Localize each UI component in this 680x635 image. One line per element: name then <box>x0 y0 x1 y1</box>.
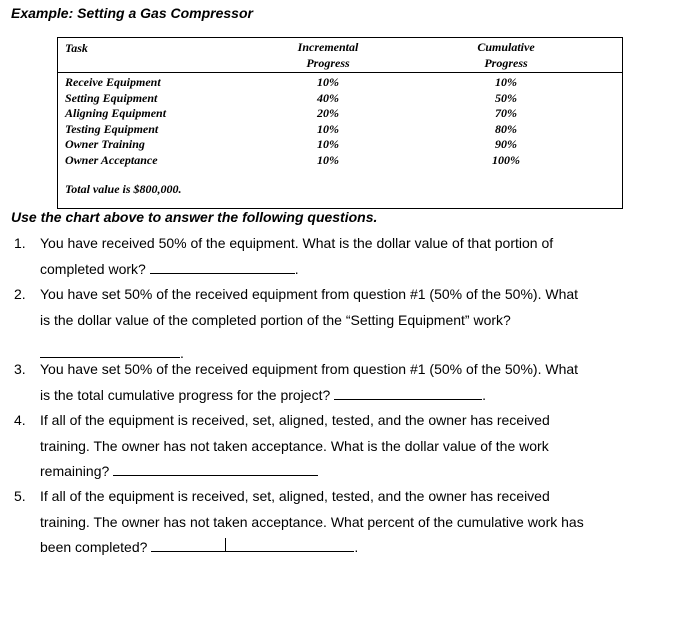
question-number: 1. <box>14 235 26 251</box>
question-4 <box>14 408 624 485</box>
instructions-heading: Use the chart above to answer the following questions. <box>11 209 378 225</box>
document-title: Example: Setting a Gas Compressor <box>11 5 253 21</box>
task-cell: Owner Acceptance <box>65 152 158 167</box>
answer-blank[interactable] <box>40 343 180 358</box>
question-number: 4. <box>14 412 26 428</box>
question-text-line: remaining? <box>40 463 110 479</box>
table-row <box>58 91 622 107</box>
header-task: Task <box>65 41 88 55</box>
table-row <box>58 122 622 138</box>
incremental-cell: 10% <box>317 137 339 151</box>
incremental-cell: 10% <box>317 75 339 89</box>
header-cumulative: Cumulative Progress <box>477 40 535 70</box>
question-number: 2. <box>14 286 26 302</box>
table-row <box>58 106 622 122</box>
question-1: 1. You have received 50% of the equipment. What is the dollar value of that portion of completed work? . <box>14 231 624 282</box>
question-number: 3. <box>14 361 26 377</box>
question-5: 5. If all of the equipment is received, set, aligned, tested, and the owner has received training. The owner has not taken acceptance. What percent of the cumulative work has been completed? . <box>14 484 624 561</box>
table-row <box>58 137 622 153</box>
question-text-line: You have set 50% of the received equipment from question #1 (50% of the 50%). What <box>40 361 579 377</box>
cumulative-cell: 90% <box>495 137 517 151</box>
progress-table <box>57 37 623 209</box>
cumulative-cell: 50% <box>495 90 517 105</box>
cumulative-cell: 70% <box>495 106 517 120</box>
answer-blank[interactable] <box>334 385 482 400</box>
total-value: Total value is $800,000. <box>65 182 182 196</box>
cumulative-cell: 100% <box>492 152 520 167</box>
task-cell: Setting Equipment <box>65 90 158 105</box>
answer-blank-continued[interactable] <box>226 537 354 552</box>
question-text-line: is the dollar value of the completed portion of the “Setting Equipment” work? <box>40 311 511 328</box>
question-text-line: training. The owner has not taken acceptance. What is the dollar value of the work <box>40 437 549 454</box>
answer-blank[interactable] <box>113 461 318 476</box>
question-text-line: been completed? <box>40 539 148 555</box>
cumulative-cell: 80% <box>495 121 517 136</box>
question-text-line: completed work? <box>40 260 146 277</box>
question-text-line: If all of the equipment is received, set, aligned, tested, and the owner has received <box>40 488 550 504</box>
incremental-cell: 40% <box>317 90 339 105</box>
header-incremental: Incremental Progress <box>297 40 359 70</box>
task-cell: Aligning Equipment <box>65 106 167 120</box>
answer-blank[interactable] <box>150 259 295 274</box>
question-3: 3. You have set 50% of the received equipment from question #1 (50% of the 50%). What is the total cumulative progress for the project? . <box>14 357 624 408</box>
task-cell: Owner Training <box>65 137 145 151</box>
question-text-line: is the total cumulative progress for the project? <box>40 386 331 403</box>
incremental-cell: 10% <box>317 152 339 167</box>
answer-blank[interactable] <box>151 537 225 552</box>
header-divider <box>58 72 622 73</box>
task-cell: Testing Equipment <box>65 121 159 136</box>
question-number: 5. <box>14 488 26 504</box>
question-2: 2. You have set 50% of the received equipment from question #1 (50% of the 50%). What is the dollar value of the completed portion of the “Setting Equipment” work? . <box>14 282 624 367</box>
cumulative-cell: 10% <box>495 75 517 89</box>
question-text-line: If all of the equipment is received, set, aligned, tested, and the owner has received <box>40 412 550 428</box>
incremental-cell: 10% <box>317 121 339 136</box>
task-cell: Receive Equipment <box>65 75 161 89</box>
question-text-line: You have received 50% of the equipment. What is the dollar value of that portion of <box>40 235 554 251</box>
table-row <box>58 153 622 169</box>
table-row <box>58 75 622 91</box>
question-text-line: You have set 50% of the received equipment from question #1 (50% of the 50%). What <box>40 286 579 302</box>
question-text-line: training. The owner has not taken acceptance. What percent of the cumulative work has <box>40 513 584 530</box>
incremental-cell: 20% <box>317 106 339 120</box>
